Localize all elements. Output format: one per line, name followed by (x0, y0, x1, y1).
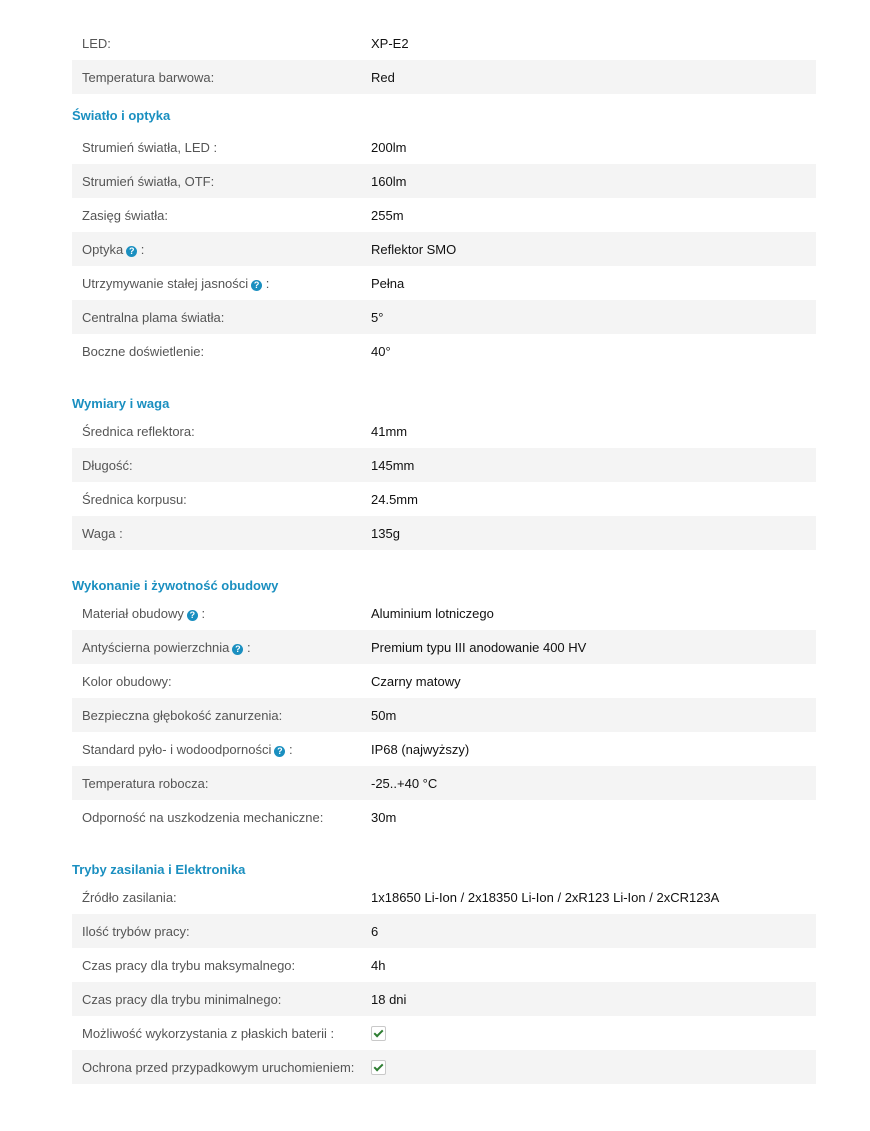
spec-label (72, 606, 371, 621)
spec-row (72, 1016, 816, 1050)
spec-label-text: Czas pracy dla trybu maksymalnego: (82, 957, 296, 973)
spec-value: 24.5mm (371, 491, 418, 507)
section-title: Wykonanie i żywotność obudowy (72, 578, 279, 593)
spec-label-text: Antyścierna powierzchnia (82, 639, 230, 655)
spec-row (72, 334, 816, 368)
spec-row (72, 130, 816, 164)
spec-label-text: Waga : (82, 525, 123, 541)
spec-label (72, 776, 371, 791)
spec-label-suffix: : (262, 275, 270, 291)
spec-row (72, 266, 816, 300)
spec-label-suffix: : (197, 605, 206, 621)
spec-label (72, 140, 371, 155)
spec-label (72, 36, 371, 51)
spec-label (72, 526, 371, 541)
spec-label (72, 208, 371, 223)
help-question-icon[interactable]: ? (232, 644, 243, 655)
spec-label (72, 924, 371, 939)
spec-label-text: Standard pyło- i wodoodporności (82, 741, 272, 757)
spec-label-text: Temperatura barwowa: (82, 69, 215, 85)
spec-label (72, 992, 371, 1007)
spec-row (72, 732, 816, 766)
spec-label-text: Ilość trybów pracy: (82, 923, 190, 939)
spec-row (72, 880, 816, 914)
spec-label-text: Strumień światła, OTF: (82, 173, 215, 189)
section-title: Światło i optyka (72, 108, 171, 123)
help-question-icon[interactable]: ? (251, 280, 262, 291)
spec-label-text: Bezpieczna głębokość zanurzenia: (82, 707, 283, 723)
spec-label-text: Utrzymywanie stałej jasności (82, 275, 249, 291)
spec-value: 5° (371, 309, 384, 325)
spec-label-suffix: : (285, 741, 293, 757)
spec-label-text: Odporność na uszkodzenia mechaniczne: (82, 809, 324, 825)
spec-label-suffix: : (137, 241, 145, 257)
spec-value: 160lm (371, 173, 407, 189)
spec-label (72, 70, 371, 85)
checkmark-icon (371, 1026, 386, 1041)
spec-label-text: Ochrona przed przypadkowym uruchomieniem: (82, 1059, 355, 1075)
spec-label (72, 492, 371, 507)
spec-value: -25..+40 °C (371, 775, 438, 791)
spec-value: 6 (371, 923, 379, 939)
spec-label (72, 890, 371, 905)
spec-label-text: LED: (82, 35, 111, 51)
spec-row (72, 414, 816, 448)
spec-label (72, 674, 371, 689)
spec-label-text: Zasięg światła: (82, 207, 168, 223)
spec-value (371, 1025, 816, 1041)
spec-value: 41mm (371, 423, 408, 439)
spec-row (72, 198, 816, 232)
spec-value: 30m (371, 809, 397, 825)
section-title: Tryby zasilania i Elektronika (72, 862, 246, 877)
spec-row (72, 164, 816, 198)
spec-label (72, 1026, 371, 1041)
spec-row (72, 1050, 816, 1084)
spec-value: Red (371, 69, 395, 85)
checkmark-icon (371, 1060, 386, 1075)
spec-row (72, 914, 816, 948)
spec-label-text: Strumień światła, LED : (82, 139, 218, 155)
spec-label-text: Kolor obudowy: (82, 673, 172, 689)
spec-row (72, 448, 816, 482)
spec-value: Premium typu III anodowanie 400 HV (371, 639, 587, 655)
spec-row (72, 800, 816, 834)
spec-label-text: Materiał obudowy (82, 605, 184, 621)
spec-label-text: Długość: (82, 457, 133, 473)
spec-row (72, 698, 816, 732)
spec-label-text: Źródło zasilania: (82, 889, 177, 905)
spec-row (72, 982, 816, 1016)
spec-row (72, 60, 816, 94)
spec-row (72, 630, 816, 664)
spec-value: IP68 (najwyższy) (371, 741, 470, 757)
spec-label (72, 458, 371, 473)
spec-label-text: Czas pracy dla trybu minimalnego: (82, 991, 282, 1007)
spec-label (72, 242, 371, 257)
help-question-icon[interactable]: ? (187, 610, 198, 621)
spec-value: Aluminium lotniczego (371, 605, 494, 621)
spec-row (72, 948, 816, 982)
spec-value: 1x18650 Li-Ion / 2x18350 Li-Ion / 2xR123 Li-Ion / 2xCR123A (371, 889, 720, 905)
spec-label (72, 344, 371, 359)
spec-row (72, 516, 816, 550)
spec-row (72, 232, 816, 266)
spec-row (72, 766, 816, 800)
spec-value: 4h (371, 957, 386, 973)
spec-table (72, 26, 816, 1084)
spec-label (72, 958, 371, 973)
spec-row (72, 26, 816, 60)
spec-label-suffix: : (243, 639, 251, 655)
spec-value: 145mm (371, 457, 415, 473)
spec-row (72, 664, 816, 698)
spec-label-text: Średnica korpusu: (82, 491, 187, 507)
spec-row (72, 482, 816, 516)
spec-label (72, 708, 371, 723)
spec-label-text: Możliwość wykorzystania z płaskich baterii : (82, 1025, 335, 1041)
spec-value: XP-E2 (371, 35, 409, 51)
help-question-icon[interactable]: ? (126, 246, 137, 257)
spec-label-text: Temperatura robocza: (82, 775, 209, 791)
spec-label (72, 174, 371, 189)
spec-value: 255m (371, 207, 404, 223)
spec-value: 200lm (371, 139, 407, 155)
spec-label-text: Średnica reflektora: (82, 423, 195, 439)
spec-label (72, 810, 371, 825)
spec-label-text: Boczne doświetlenie: (82, 343, 205, 359)
spec-value: Reflektor SMO (371, 241, 457, 257)
spec-value: 50m (371, 707, 397, 723)
spec-label-text: Optyka (82, 241, 124, 257)
spec-label (72, 424, 371, 439)
spec-row (72, 300, 816, 334)
spec-value: 18 dni (371, 991, 407, 1007)
section-title: Wymiary i waga (72, 396, 170, 411)
spec-label-text: Centralna plama światła: (82, 309, 225, 325)
help-question-icon[interactable]: ? (274, 746, 285, 757)
spec-label (72, 1060, 371, 1075)
spec-label (72, 742, 371, 757)
spec-value (371, 1059, 816, 1075)
spec-value: Czarny matowy (371, 673, 461, 689)
spec-value: 135g (371, 525, 400, 541)
spec-label (72, 310, 371, 325)
spec-value: 40° (371, 343, 391, 359)
spec-label (72, 640, 371, 655)
spec-label (72, 276, 371, 291)
spec-value: Pełna (371, 275, 405, 291)
spec-row (72, 596, 816, 630)
